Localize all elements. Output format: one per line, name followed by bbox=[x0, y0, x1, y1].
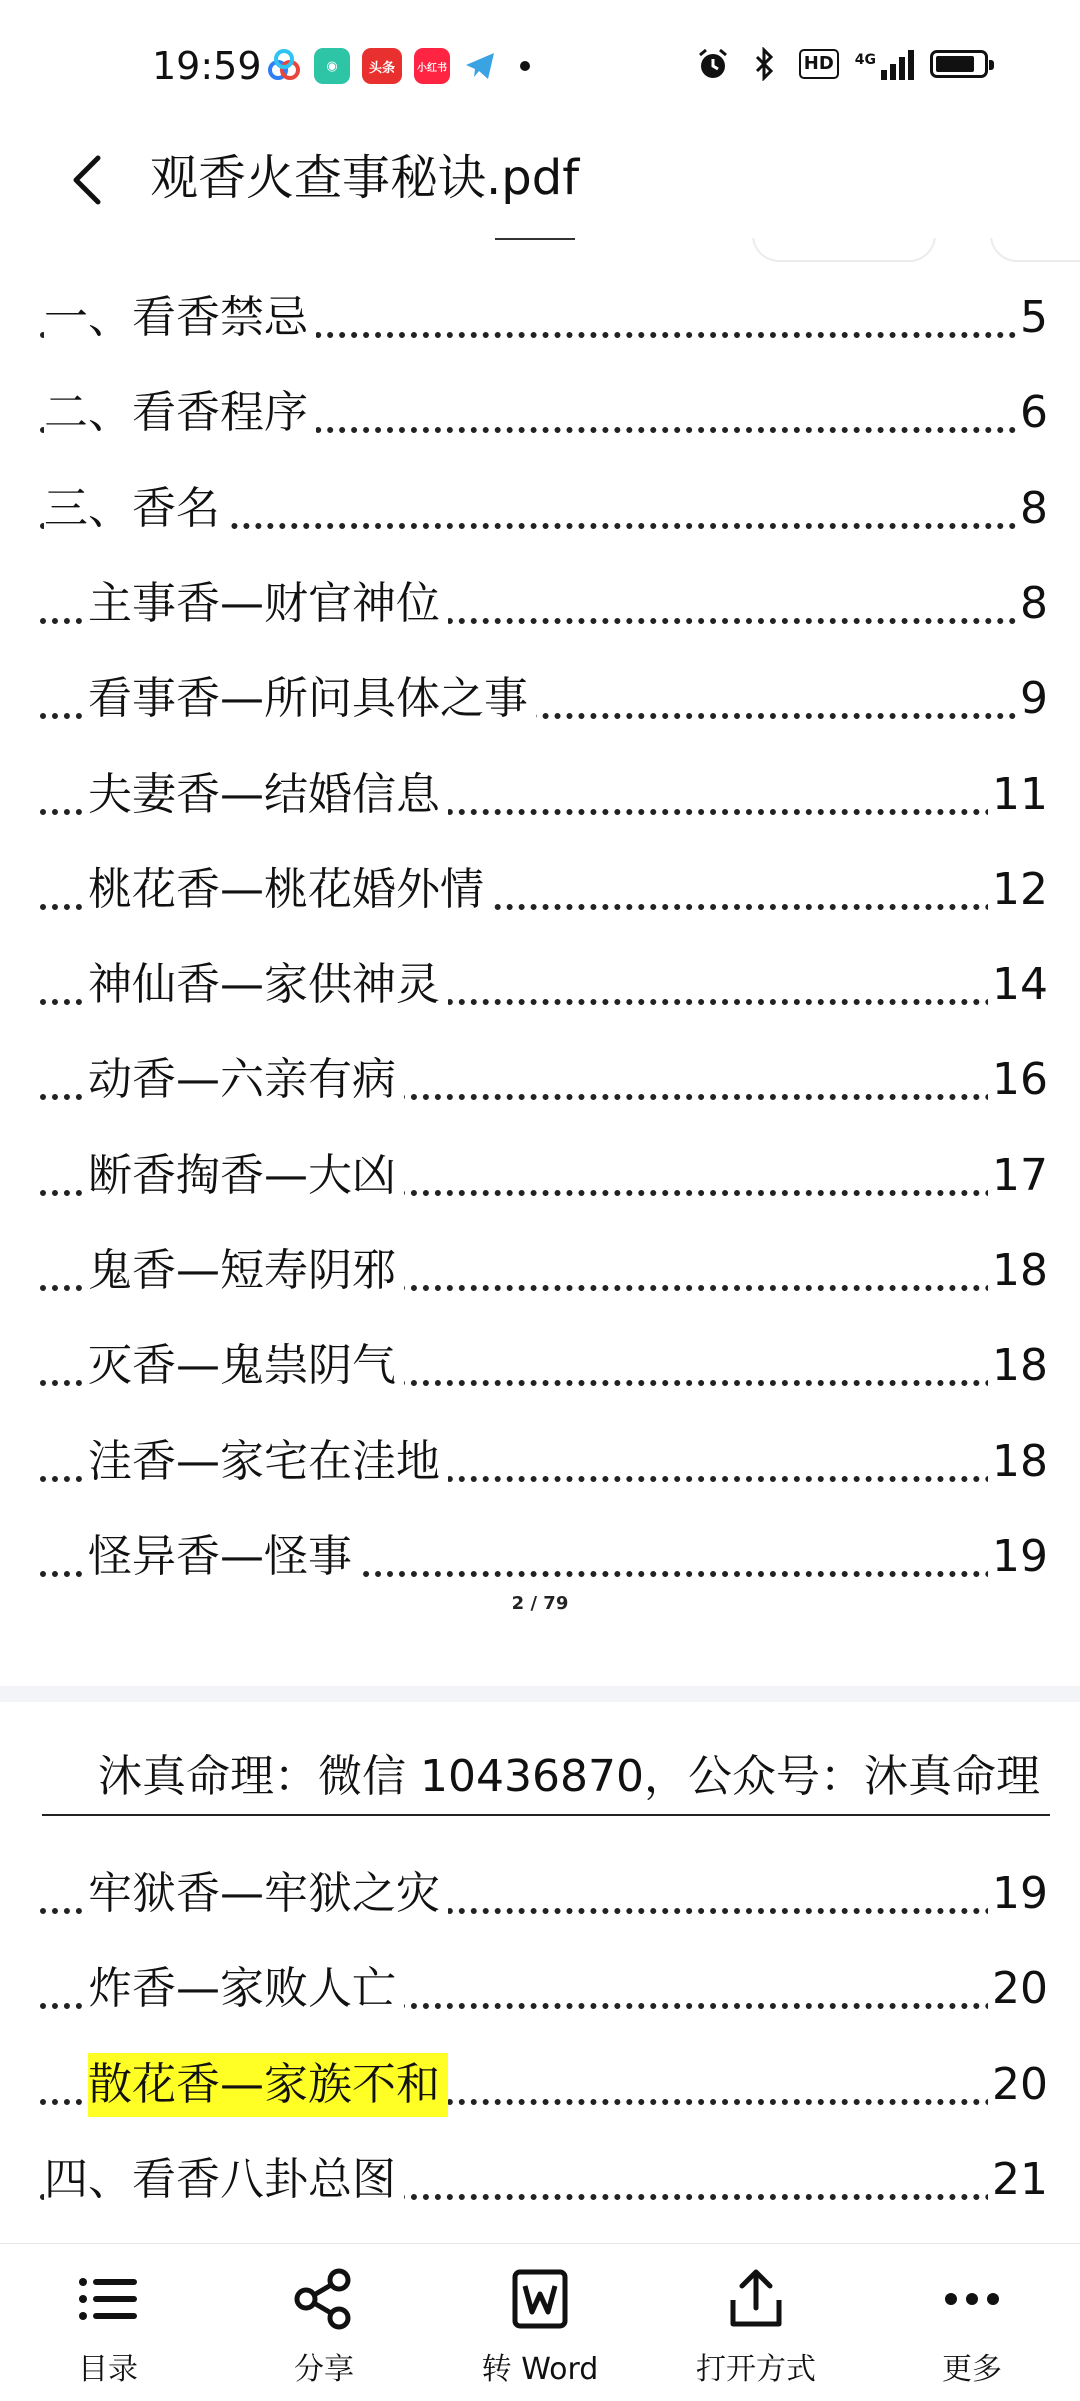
toc-entry-page: 19 bbox=[988, 1525, 1048, 1589]
battery-icon bbox=[930, 50, 988, 78]
more-notifications-dot bbox=[520, 61, 530, 71]
toc-entry-title: 鬼香—短寿阴邪 bbox=[88, 1239, 404, 1303]
toc-entry[interactable] bbox=[0, 1511, 1080, 1605]
toc-entry-page: 19 bbox=[988, 1862, 1048, 1926]
header-divider bbox=[42, 1814, 1050, 1816]
status-time: 19:59 bbox=[152, 44, 262, 88]
page-header: 沐真命理：微信 10436870，公众号：沐真命理 bbox=[98, 1751, 1040, 1802]
more-icon bbox=[937, 2264, 1007, 2334]
toc-entry[interactable] bbox=[0, 558, 1080, 652]
pdf-page bbox=[0, 238, 1080, 1686]
toc-entry-page: 9 bbox=[1016, 667, 1048, 731]
toc-entry-page: 5 bbox=[1016, 286, 1048, 350]
more-label: 更多 bbox=[942, 2352, 1002, 2387]
toc-entry-title: 牢狱香—牢狱之灾 bbox=[88, 1862, 448, 1926]
toc-entry-title: 四、看香八卦总图 bbox=[44, 2148, 404, 2212]
toc-entry-page: 6 bbox=[1016, 381, 1048, 445]
pdf-viewer[interactable] bbox=[0, 238, 1080, 2243]
baidu-netdisk-icon bbox=[266, 48, 302, 84]
signal-icon: 4G bbox=[855, 48, 914, 80]
toc-entry-page: 12 bbox=[988, 858, 1048, 922]
toc-entry-title: 洼香—家宅在洼地 bbox=[88, 1430, 448, 1494]
toc-entry-page: 16 bbox=[988, 1048, 1048, 1112]
toc-button[interactable] bbox=[0, 2244, 216, 2401]
toc-entry[interactable] bbox=[0, 1034, 1080, 1128]
toc-entry-page: 21 bbox=[988, 2148, 1048, 2212]
toc-entry[interactable] bbox=[0, 1320, 1080, 1414]
document-title: 观香火查事秘诀.pdf bbox=[150, 150, 580, 206]
wechat-mini-icon: ◉ bbox=[314, 48, 350, 84]
system-icons bbox=[695, 46, 988, 82]
open-with-icon bbox=[721, 2264, 791, 2334]
toc-entry-title: 主事香—财官神位 bbox=[88, 572, 448, 636]
more-button[interactable] bbox=[864, 2244, 1080, 2401]
toc-entry[interactable] bbox=[0, 1943, 1080, 2037]
status-bar bbox=[0, 0, 1080, 130]
toc-entry[interactable] bbox=[0, 1848, 1080, 1942]
toc-entry-page: 18 bbox=[988, 1334, 1048, 1398]
toc-label: 目录 bbox=[78, 2352, 138, 2387]
toc-entry-title: 神仙香—家供神灵 bbox=[88, 953, 448, 1017]
toc-entry-title: 一、看香禁忌 bbox=[44, 286, 316, 350]
back-arrow-icon bbox=[62, 150, 122, 210]
toc-entry[interactable] bbox=[0, 844, 1080, 938]
toc-entry-title: 夫妻香—结婚信息 bbox=[88, 763, 448, 827]
toc-entry-page: 11 bbox=[988, 763, 1048, 827]
page-separator bbox=[0, 1686, 1080, 1702]
open-with-button[interactable] bbox=[648, 2244, 864, 2401]
notification-icons bbox=[266, 48, 530, 84]
pdf-page bbox=[0, 1702, 1080, 2243]
toc-entry-page: 18 bbox=[988, 1430, 1048, 1494]
convert-word-label: 转 Word bbox=[481, 2352, 599, 2387]
bluetooth-icon bbox=[747, 46, 783, 82]
toc-entry-title: 散花香—家族不和 bbox=[88, 2053, 448, 2117]
open-with-label: 打开方式 bbox=[696, 2352, 816, 2387]
toc-entry[interactable] bbox=[0, 653, 1080, 747]
toc-entry[interactable] bbox=[0, 939, 1080, 1033]
hd-badge: HD bbox=[799, 49, 839, 79]
toc-entry-title: 炸香—家败人亡 bbox=[88, 1957, 404, 2021]
toc-entry-title: 灭香—鬼祟阴气 bbox=[88, 1334, 404, 1398]
toc-entry[interactable] bbox=[0, 272, 1080, 366]
share-icon bbox=[289, 2264, 359, 2334]
toutiao-icon: 头条 bbox=[362, 48, 402, 84]
share-label: 分享 bbox=[294, 2352, 354, 2387]
toc-entry[interactable] bbox=[0, 1225, 1080, 1319]
toc-entry[interactable] bbox=[0, 2039, 1080, 2133]
toc-entry-title: 桃花香—桃花婚外情 bbox=[88, 858, 492, 922]
toc-entry-page: 20 bbox=[988, 1957, 1048, 2021]
toc-entry-page: 20 bbox=[988, 2053, 1048, 2117]
toc-entry-title: 二、看香程序 bbox=[44, 381, 316, 445]
page-heading-fragment bbox=[495, 238, 575, 242]
toc-entry-title: 怪异香—怪事 bbox=[88, 1525, 360, 1589]
toc-entry-page: 17 bbox=[988, 1144, 1048, 1208]
toc-entry-page: 8 bbox=[1016, 572, 1048, 636]
toc-entry-title: 三、香名 bbox=[44, 477, 228, 541]
share-button[interactable] bbox=[216, 2244, 432, 2401]
toc-entry-page: 8 bbox=[1016, 477, 1048, 541]
toc-entry[interactable] bbox=[0, 367, 1080, 461]
page-number: 2 / 79 bbox=[511, 1593, 569, 1614]
word-icon bbox=[505, 2264, 575, 2334]
toc-entry[interactable] bbox=[0, 749, 1080, 843]
toc-entry[interactable] bbox=[0, 463, 1080, 557]
toc-entry-title: 动香—六亲有病 bbox=[88, 1048, 404, 1112]
toc-entry[interactable] bbox=[0, 1416, 1080, 1510]
toc-entry-title: 断香掏香—大凶 bbox=[88, 1144, 404, 1208]
back-button[interactable] bbox=[62, 150, 122, 210]
xiaohongshu-icon: 小红书 bbox=[414, 48, 450, 84]
floating-control bbox=[990, 238, 1080, 262]
bottom-toolbar bbox=[0, 2243, 1080, 2401]
toc-entry[interactable] bbox=[0, 1130, 1080, 1224]
toc-entry-page: 18 bbox=[988, 1239, 1048, 1303]
title-bar bbox=[0, 130, 1080, 239]
toc-entry-title: 看事香—所问具体之事 bbox=[88, 667, 536, 731]
toc-entry[interactable] bbox=[0, 2134, 1080, 2228]
telegram-icon bbox=[462, 48, 498, 84]
convert-word-button[interactable] bbox=[432, 2244, 648, 2401]
toc-entry-page: 14 bbox=[988, 953, 1048, 1017]
floating-control bbox=[752, 238, 936, 262]
alarm-icon bbox=[695, 46, 731, 82]
list-icon bbox=[73, 2264, 143, 2334]
